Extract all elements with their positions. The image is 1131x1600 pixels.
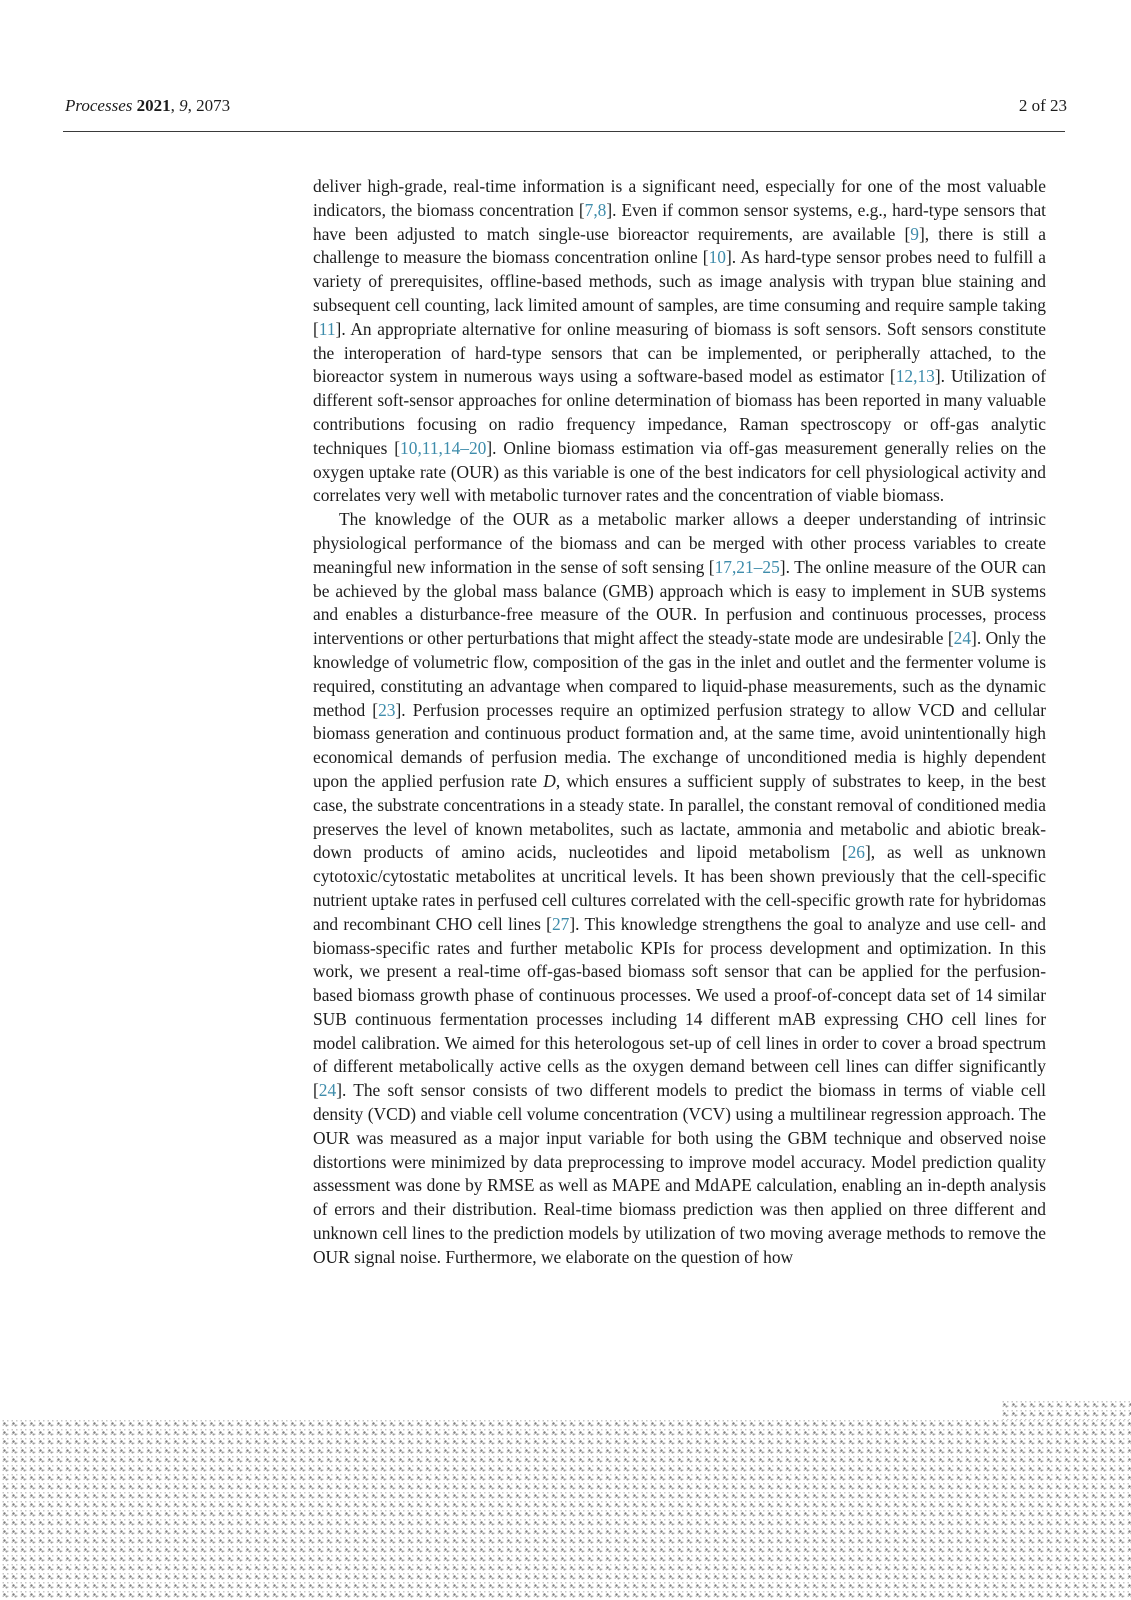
- citation-separator: ,: [170, 96, 180, 115]
- text-segment: ], there is still a challenge to measure the biomass concentration online [: [313, 223, 1046, 268]
- journal-year: 2021: [136, 96, 171, 115]
- article-body: [313, 175, 1046, 1270]
- citation-ref[interactable]: 23: [378, 699, 396, 720]
- journal-volume: 9: [179, 96, 188, 115]
- citation-ref[interactable]: 24: [318, 1080, 337, 1101]
- paragraph: [313, 508, 1046, 1270]
- citation-ref[interactable]: 27: [551, 913, 570, 934]
- citation-ref[interactable]: 10: [708, 247, 726, 268]
- journal-citation: [65, 96, 230, 116]
- citation-ref[interactable]: 26: [847, 842, 865, 863]
- halftone-texture-patch: [1000, 1400, 1131, 1420]
- text-segment: ]. Utilization of different soft-sensor approaches for online determination of biomass has been reported in many valuable contributions focusing on radio frequency impedance, Raman spectroscopy or off-gas analytic techniques [: [313, 366, 1046, 458]
- text-segment: ]. This knowledge strengthens the goal to analyze and use cell- and biomass-specific rates and further metabolic KPIs for process development and optimization. In this work, we present a real-time off-gas-based biomass soft sensor that can be applied for the perfusion-based biomass growth phase of continuous processes. We used a proof-of-concept data set of 14 similar SUB continuous fermentation processes including 14 different mAB expressing CHO cell lines for model calibration. We aimed for this heterologous set-up of cell lines in order to cover a broad spectrum of different metabolically active cells as the oxygen demand between cell lines can differ significantly [: [313, 913, 1046, 1101]
- citation-ref[interactable]: 12,13: [895, 366, 935, 387]
- running-header: [65, 96, 1067, 116]
- header-divider: [63, 131, 1065, 132]
- citation-ref[interactable]: 9: [910, 223, 919, 244]
- text-segment: ]. Online biomass estimation via off-gas measurement generally relies on the oxygen uptake rate (OUR) as this variable is one of the best indicators for cell physiological activity and correlates very well with metabolic turnover rates and the concentration of viable biomass.: [313, 437, 1046, 506]
- text-segment: The knowledge of the OUR as a metabolic marker allows a deeper understanding of intrinsic physiological performance of the biomass and can be merged with other process variables to create meaningful new information in the sense of soft sensing [: [313, 509, 1046, 577]
- citation-ref[interactable]: 24: [953, 628, 972, 649]
- citation-ref[interactable]: 10,11,14–20: [400, 437, 487, 458]
- journal-name: Processes: [65, 96, 133, 115]
- page-number: 2 of 23: [1018, 96, 1067, 115]
- article-number: , 2073: [187, 96, 231, 115]
- citation-ref[interactable]: 7,8: [584, 199, 607, 220]
- text-segment: ]. Perfusion processes require an optimized perfusion strategy to allow VCD and cellular biomass generation and continuous product formation and, at the same time, avoid unintentionally high economical demands of perfusion media. The exchange of unconditioned media is highly dependent upon the applied perfusion rate: [313, 699, 1047, 791]
- text-segment: ]. The soft sensor consists of two different models to predict the biomass in terms of viable cell density (VCD) and viable cell volume concentration (VCV) using a multilinear regression approach. The OUR was measured as a major input variable for both using the GBM technique and observed noise distortions were minimized by data preprocessing to improve model accuracy. Model prediction quality assessment was done by RMSE as well as MAPE and MdAPE calculation, enabling an in-depth analysis of errors and their distribution. Real-time biomass prediction was then applied on three different and unknown cell lines to the prediction models by utilization of two moving average methods to remove the OUR signal noise. Furthermore, we elaborate on the question of how: [313, 1080, 1046, 1267]
- text-segment: ], as well as unknown cytotoxic/cytostatic metabolites at uncritical levels. It has been shown previously that the cell-specific nutrient uptake rates in perfused cell cultures correlated with the cell-specific growth rate for hybridomas and recombinant CHO cell lines [: [313, 842, 1046, 934]
- paragraph: [313, 175, 1046, 508]
- text-segment: ]. The online measure of the OUR can be achieved by the global mass balance (GMB) approach which is easy to implement in SUB systems and enables a disturbance-free measure of the OUR. In perfusion and continuous processes, process interventions or other perturbations that might affect the steady-state mode are undesirable [: [313, 556, 1046, 649]
- text-segment: ]. An appropriate alternative for online measuring of biomass is soft sensors. Soft sensors constitute the interoperation of hard-type sensors that can be implemented, or peripherally attached, to the bioreactor system in numerous ways using a software-based model as estimator [: [313, 318, 1046, 387]
- perfusion-rate-symbol: D: [543, 770, 556, 791]
- text-segment: ]. Only the knowledge of volumetric flow, composition of the gas in the inlet and outlet and the fermenter volume is required, constituting an advantage when compared to liquid-phase measurements, such as the dynamic method [: [313, 628, 1046, 720]
- citation-ref[interactable]: 11: [318, 318, 336, 339]
- text-segment: ]. As hard-type sensor probes need to fulfill a variety of prerequisites, offline-based methods, such as image analysis with trypan blue staining and subsequent cell counting, lack limited amount of samples, are time consuming and require sample taking [: [313, 247, 1046, 339]
- text-segment: , which ensures a sufficient supply of substrates to keep, in the best case, the substrate concentrations in a steady state. In parallel, the constant removal of conditioned media preserves the level of known metabolites, such as lactate, ammonia and metabolic and abiotic break-down products of amino acids, nucleotides and lipoid metabolism [: [313, 770, 1046, 863]
- text-segment: deliver high-grade, real-time information is a significant need, especially for one of the most valuable indicators, the biomass concentration [: [313, 176, 1046, 220]
- halftone-texture: [0, 1419, 1131, 1600]
- citation-ref[interactable]: 17,21–25: [714, 556, 780, 577]
- text-segment: ]. Even if common sensor systems, e.g., hard-type sensors that have been adjusted to match single-use bioreactor requirements, are available [: [313, 199, 1046, 244]
